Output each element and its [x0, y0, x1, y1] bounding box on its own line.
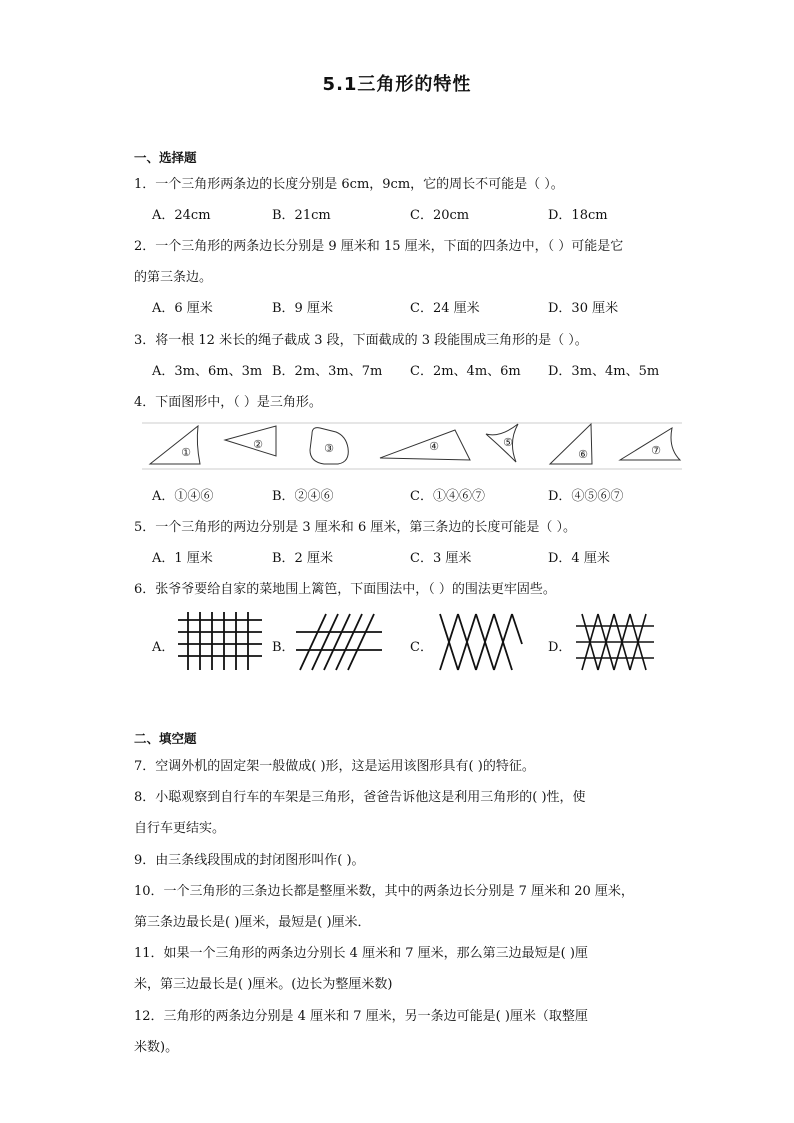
question-8-line1: 8．小聪观察到自行车的车架是三角形，爸爸告诉他这是利用三角形的( )性，使 — [134, 790, 586, 805]
q1-option-b: B．21cm — [272, 208, 331, 223]
question-12-line1: 12．三角形的两条边分别是 4 厘米和 7 厘米，另一条边可能是( )厘米（取整厘 — [134, 1009, 588, 1024]
fence-d-lattice-bars — [576, 612, 654, 672]
question-11-line2: 米，第三边最长是( )厘米。(边长为整厘米数) — [134, 977, 393, 992]
q2-option-c: C．24 厘米 — [410, 301, 480, 316]
q3-option-b: B．2m、3m、7m — [272, 364, 383, 379]
q5-option-b: B．2 厘米 — [272, 551, 333, 566]
q4-option-b: B．②④⑥ — [272, 489, 334, 504]
question-2-line1: 2．一个三角形的两条边长分别是 9 厘米和 15 厘米，下面的四条边中，（ ）可能是它 — [134, 239, 624, 254]
question-11-line1: 11．如果一个三角形的两条边分别长 4 厘米和 7 厘米，那么第三边最短是( )厘 — [134, 946, 588, 961]
question-12-line2: 米数)。 — [134, 1040, 179, 1055]
q1-option-c: C．20cm — [410, 208, 470, 223]
q3-option-a: A．3m、6m、3m — [152, 364, 263, 379]
q3-option-c: C．2m、4m、6m — [410, 364, 521, 379]
q2-option-b: B．9 厘米 — [272, 301, 333, 316]
q6-option-d-label: D． — [548, 640, 572, 655]
q2-option-a: A．6 厘米 — [152, 301, 213, 316]
shape-4-label: ④ — [429, 440, 439, 453]
question-1-text: 1．一个三角形两条边的长度分别是 6cm，9cm，它的周长不可能是（ ）。 — [134, 177, 564, 192]
shape-2-label: ② — [253, 438, 263, 451]
question-3-text: 3．将一根 12 米长的绳子截成 3 段，下面截成的 3 段能围成三角形的是（ ）。 — [134, 333, 588, 348]
q3-option-d: D．3m、4m、5m — [548, 364, 660, 379]
question-8-line2: 自行车更结实。 — [134, 821, 226, 836]
q4-shapes-figure — [140, 420, 685, 475]
q4-option-c: C．①④⑥⑦ — [410, 489, 485, 504]
shape-1-label: ① — [181, 446, 191, 459]
question-10-line1: 10．一个三角形的三条边长都是整厘米数，其中的两条边长分别是 7 厘米和 20 厘米， — [134, 884, 634, 899]
shape-5 — [486, 424, 518, 462]
shape-7 — [620, 428, 680, 460]
question-10-line2: 第三条边最长是( )厘米，最短是( )厘米． — [134, 915, 371, 930]
section-heading-choice: 一、选择题 — [134, 150, 197, 165]
shape-5-label: ⑤ — [503, 436, 513, 449]
page-title: 5.1三角形的特性 — [322, 74, 472, 95]
q1-option-a: A．24cm — [152, 208, 211, 223]
q5-option-c: C．3 厘米 — [410, 551, 472, 566]
shape-3-label: ③ — [324, 442, 334, 455]
shape-7-label: ⑦ — [651, 444, 661, 457]
question-5-text: 5．一个三角形的两边分别是 3 厘米和 6 厘米，第三条边的长度可能是（ ）。 — [134, 520, 576, 535]
shape-6-label: ⑥ — [578, 448, 588, 461]
q1-option-d: D．18cm — [548, 208, 608, 223]
question-6-text: 6．张爷爷要给自家的菜地围上篱笆，下面围法中，（ ）的围法更牢固些。 — [134, 582, 556, 597]
q6-option-c-label: C． — [410, 640, 433, 655]
fence-c-lattice — [438, 612, 522, 672]
q6-option-a-label: A． — [152, 640, 175, 655]
q5-option-d: D．4 厘米 — [548, 551, 610, 566]
q6-option-b-label: B． — [272, 640, 295, 655]
q2-option-d: D．30 厘米 — [548, 301, 619, 316]
shape-4 — [380, 430, 470, 460]
shape-2 — [225, 426, 276, 456]
q4-option-d: D．④⑤⑥⑦ — [548, 489, 624, 504]
question-2-line2: 的第三条边。 — [134, 270, 213, 285]
q4-option-a: A．①④⑥ — [152, 489, 214, 504]
question-4-text: 4．下面图形中，（ ）是三角形。 — [134, 395, 322, 410]
q5-option-a: A．1 厘米 — [152, 551, 213, 566]
fence-b-slanted — [296, 612, 382, 672]
shape-1 — [150, 426, 200, 464]
question-7-text: 7．空调外机的固定架一般做成( )形，这是运用该图形具有( )的特征。 — [134, 759, 535, 774]
section-heading-fill: 二、填空题 — [134, 731, 197, 746]
fence-a-grid — [178, 612, 262, 670]
question-9-text: 9．由三条线段围成的封闭图形叫作( )。 — [134, 853, 365, 868]
